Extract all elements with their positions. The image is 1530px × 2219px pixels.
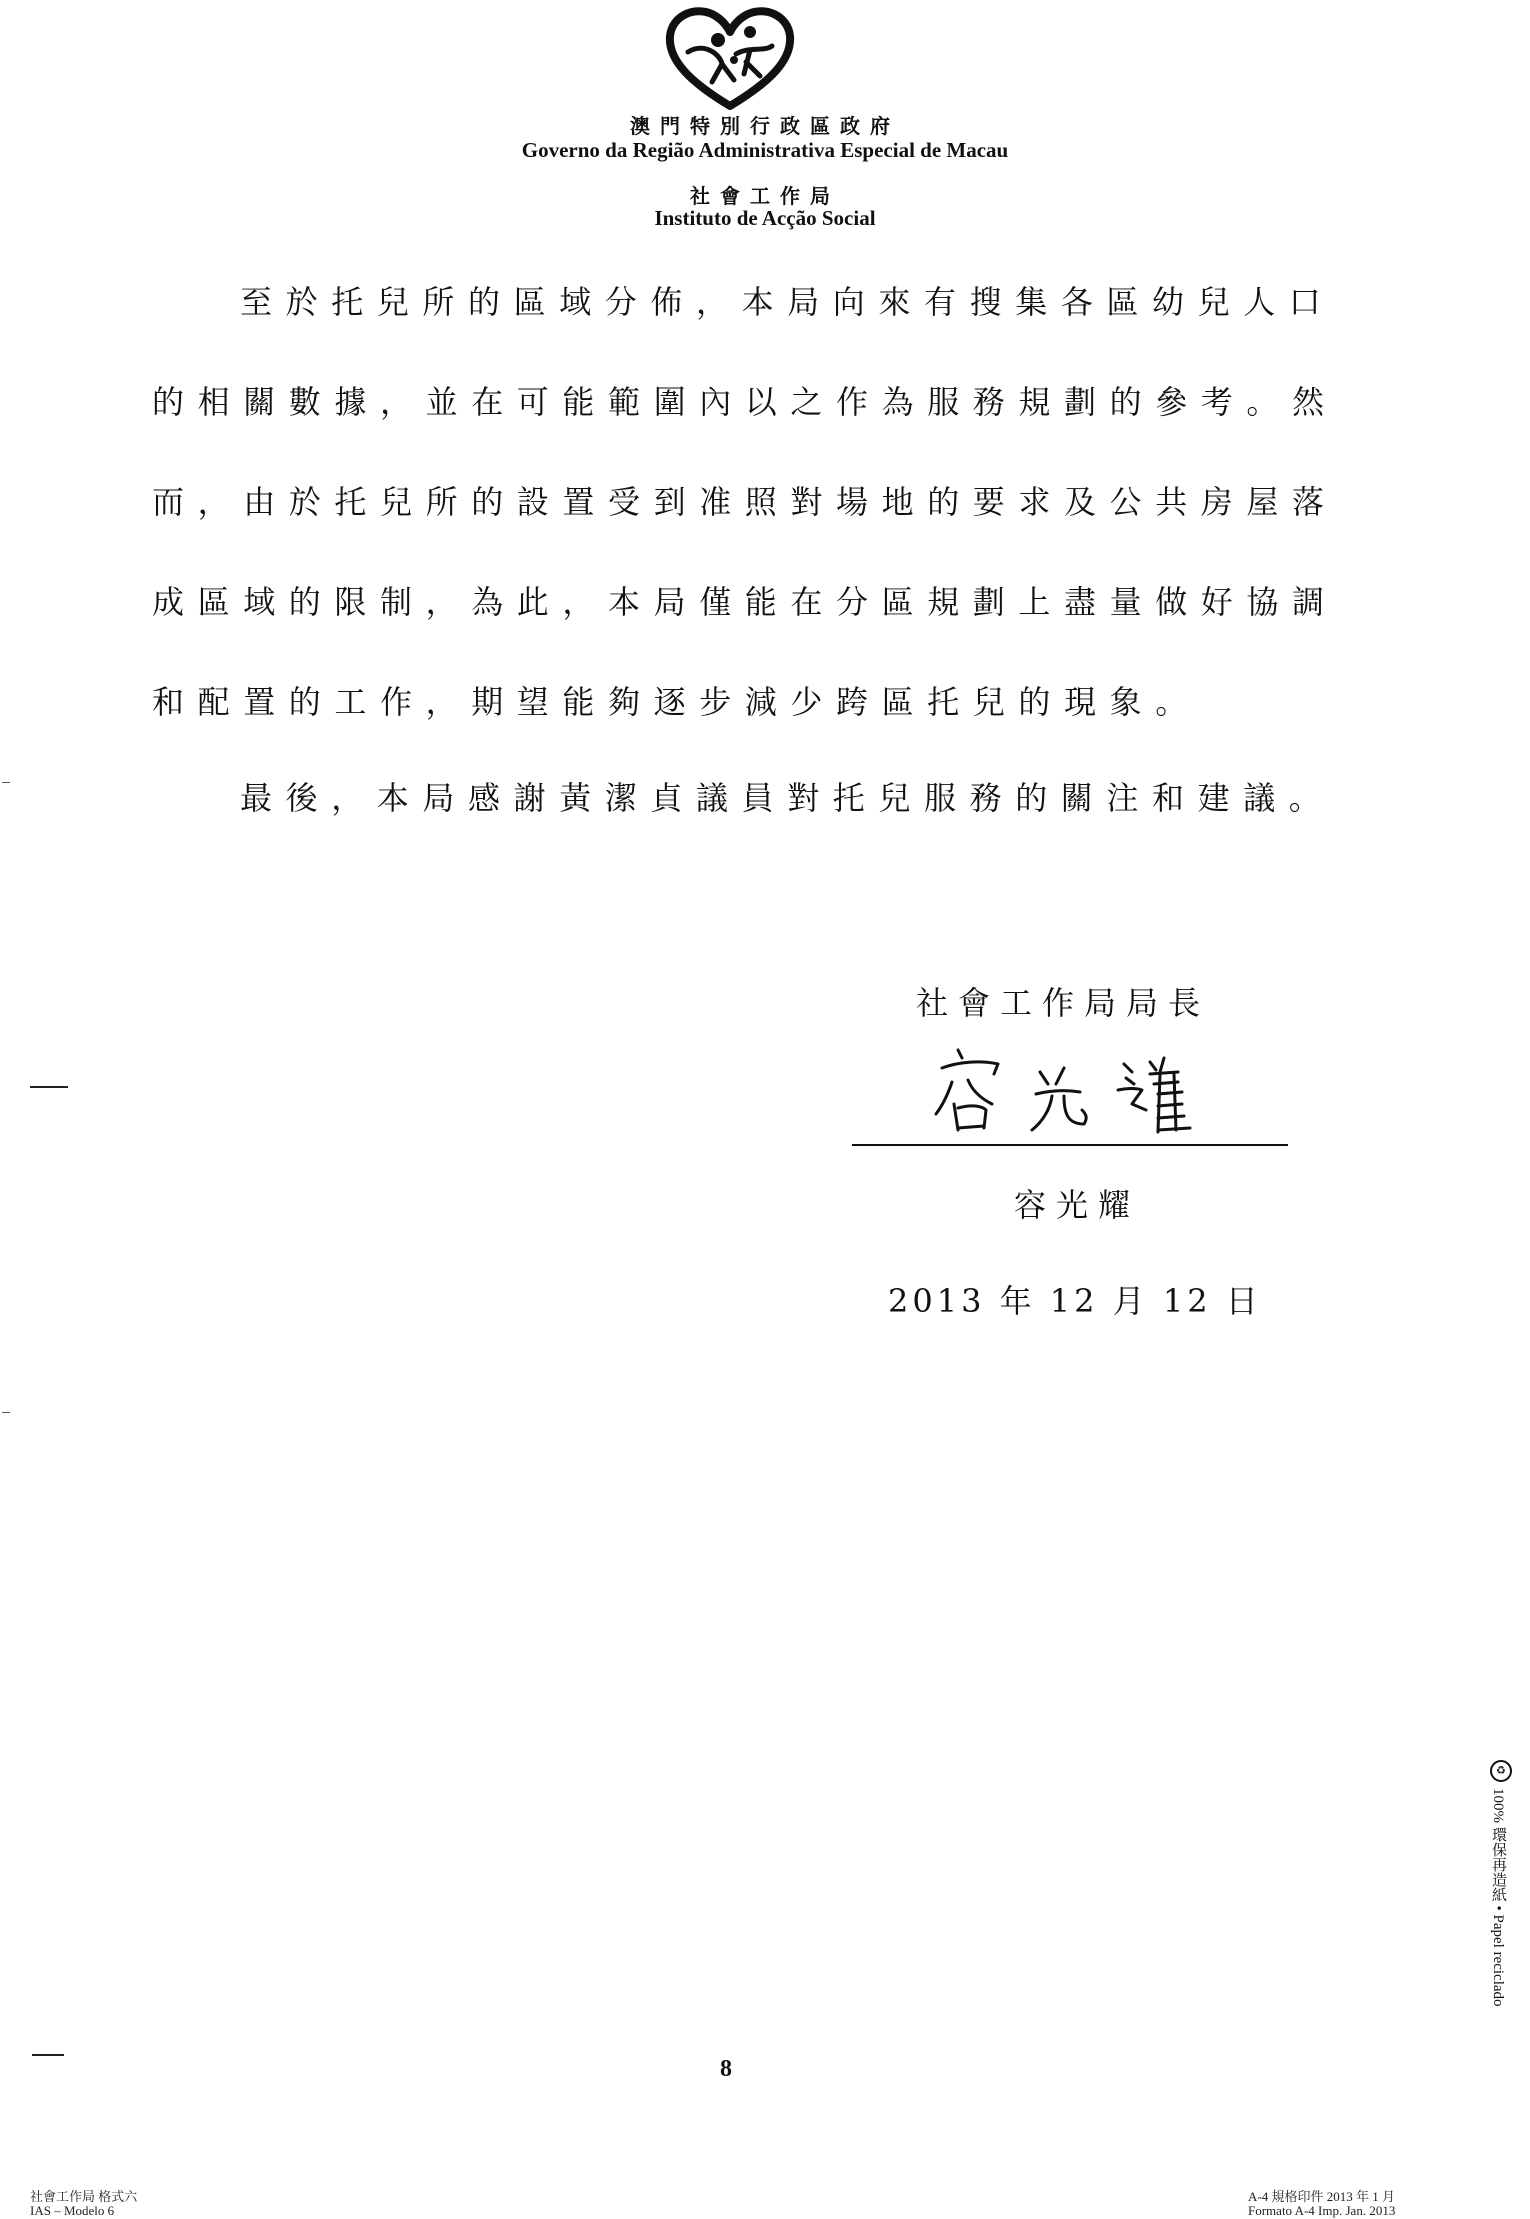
ias-logo [660, 2, 800, 110]
recycle-icon: ♻ [1490, 1760, 1512, 1782]
body-line: 而，由於托兒所的設置受到准照對場地的要求及公共房屋落 [152, 483, 1338, 521]
footer-form-code-zh: 社會工作局 格式六 [30, 2189, 138, 2204]
org-name-zh: 澳門特別行政區政府 [630, 116, 900, 138]
body-line: 和配置的工作，期望能夠逐步減少跨區托兒的現象。 [152, 683, 1201, 721]
signature-line [852, 1144, 1288, 1146]
margin-tick [2, 1412, 10, 1413]
body-line: 最後，本局感謝黃潔貞議員對托兒服務的關注和建議。 [240, 779, 1335, 817]
recycled-paper-note [1488, 1760, 1514, 2060]
body-line: 至於托兒所的區域分佈，本局向來有搜集各區幼兒人口 [240, 283, 1335, 321]
page-number: 8 [720, 2056, 732, 2082]
margin-tick [2, 782, 10, 783]
margin-mark [32, 2054, 64, 2056]
margin-mark [30, 1086, 68, 1088]
signatory-title: 社會工作局局長 [916, 984, 1211, 1022]
body-line: 的相關數據，並在可能範圍內以之作為服務規劃的參考。然 [152, 383, 1338, 421]
body-line: 成區域的限制，為此，本局僅能在分區規劃上盡量做好協調 [152, 583, 1338, 621]
footer-print-info-pt: Formato A-4 Imp. Jan. 2013 [1248, 2203, 1396, 2218]
signatory-name: 容光耀 [1014, 1186, 1141, 1224]
letter-date: 2013 年 12 月 12 日 [888, 1282, 1262, 1320]
footer-print-info-zh: A-4 規格印件 2013 年 1 月 [1248, 2189, 1395, 2204]
footer-form-code-pt: IAS – Modelo 6 [30, 2203, 115, 2218]
recycled-paper-text: 100% 環保再造紙 • Papel reciclado [1490, 1788, 1506, 2007]
handwritten-signature [928, 1044, 1218, 1136]
dept-name-zh: 社會工作局 [690, 186, 840, 208]
org-name-pt: Governo da Região Administrativa Especial de Macau [521, 138, 1009, 162]
dept-name-pt: Instituto de Acção Social [654, 206, 876, 230]
